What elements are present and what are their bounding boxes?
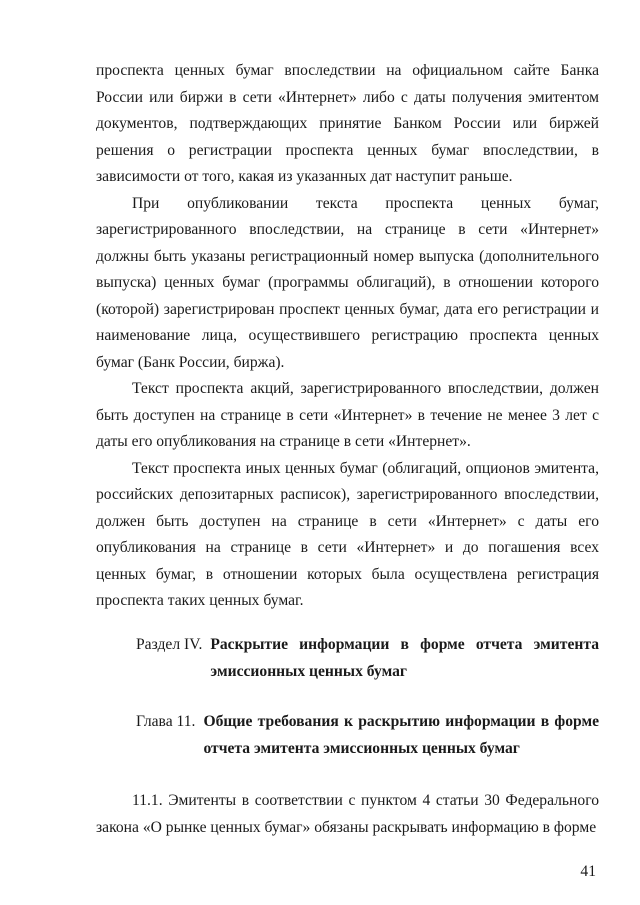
section-number: Раздел IV.: [136, 636, 203, 653]
chapter-number: Глава 11.: [136, 713, 196, 730]
section-heading: [136, 632, 599, 685]
paragraph-clause-11-1: 11.1. Эмитенты в соответствии с пунктом 4 статьи 30 Федерального закона «О рынке ценных бумаг» обязаны раскрывать информацию в форме: [96, 792, 599, 836]
page-number: 41: [580, 863, 596, 880]
body-text-bottom: [96, 788, 599, 841]
chapter-heading: [136, 709, 599, 762]
paragraph-continuation: проспекта ценных бумаг впоследствии на официальном сайте Банка России или биржи в сети «Интернет» либо с даты получения эмитентом документов, подтверждающих принятие Банком России или биржей решения о регистрации проспекта ценных бумаг впоследствии, в зависимости от того, какая из указанных дат наступит раньше.: [96, 62, 599, 185]
paragraph-publication-requirements: При опубликовании текста проспекта ценных бумаг, зарегистрированного впоследствии, на странице в сети «Интернет» должны быть указаны регистрационный номер выпуска (дополнительного выпуска) ценных бумаг (программы облигаций), в отношении которого (которой) зарегистрирован проспект ценных бумаг, дата его регистрации и наименование лица, осуществившего регистрацию проспекта ценных бумаг (Банк России, биржа).: [96, 194, 599, 371]
chapter-title: Общие требования к раскрытию информации в форме отчета эмитента эмиссионных ценных бумаг: [203, 713, 599, 757]
body-text-top: [96, 58, 599, 615]
paragraph-share-prospectus: Текст проспекта акций, зарегистрированного впоследствии, должен быть доступен на странице в сети «Интернет» в течение не менее 3 лет с даты его опубликования на странице в сети «Интернет».: [96, 380, 599, 450]
section-title: Раскрытие информации в форме отчета эмитента эмиссионных ценных бумаг: [210, 636, 599, 680]
paragraph-other-securities: Текст проспекта иных ценных бумаг (облигаций, опционов эмитента, российских депозитарных расписок), зарегистрированного впоследствии, должен быть доступен на странице в сети «Интернет» с даты его опубликования на странице в сети «Интернет» и до погашения всех ценных бумаг, в отношении которых была осуществлена регистрация проспекта таких ценных бумаг.: [96, 459, 599, 609]
